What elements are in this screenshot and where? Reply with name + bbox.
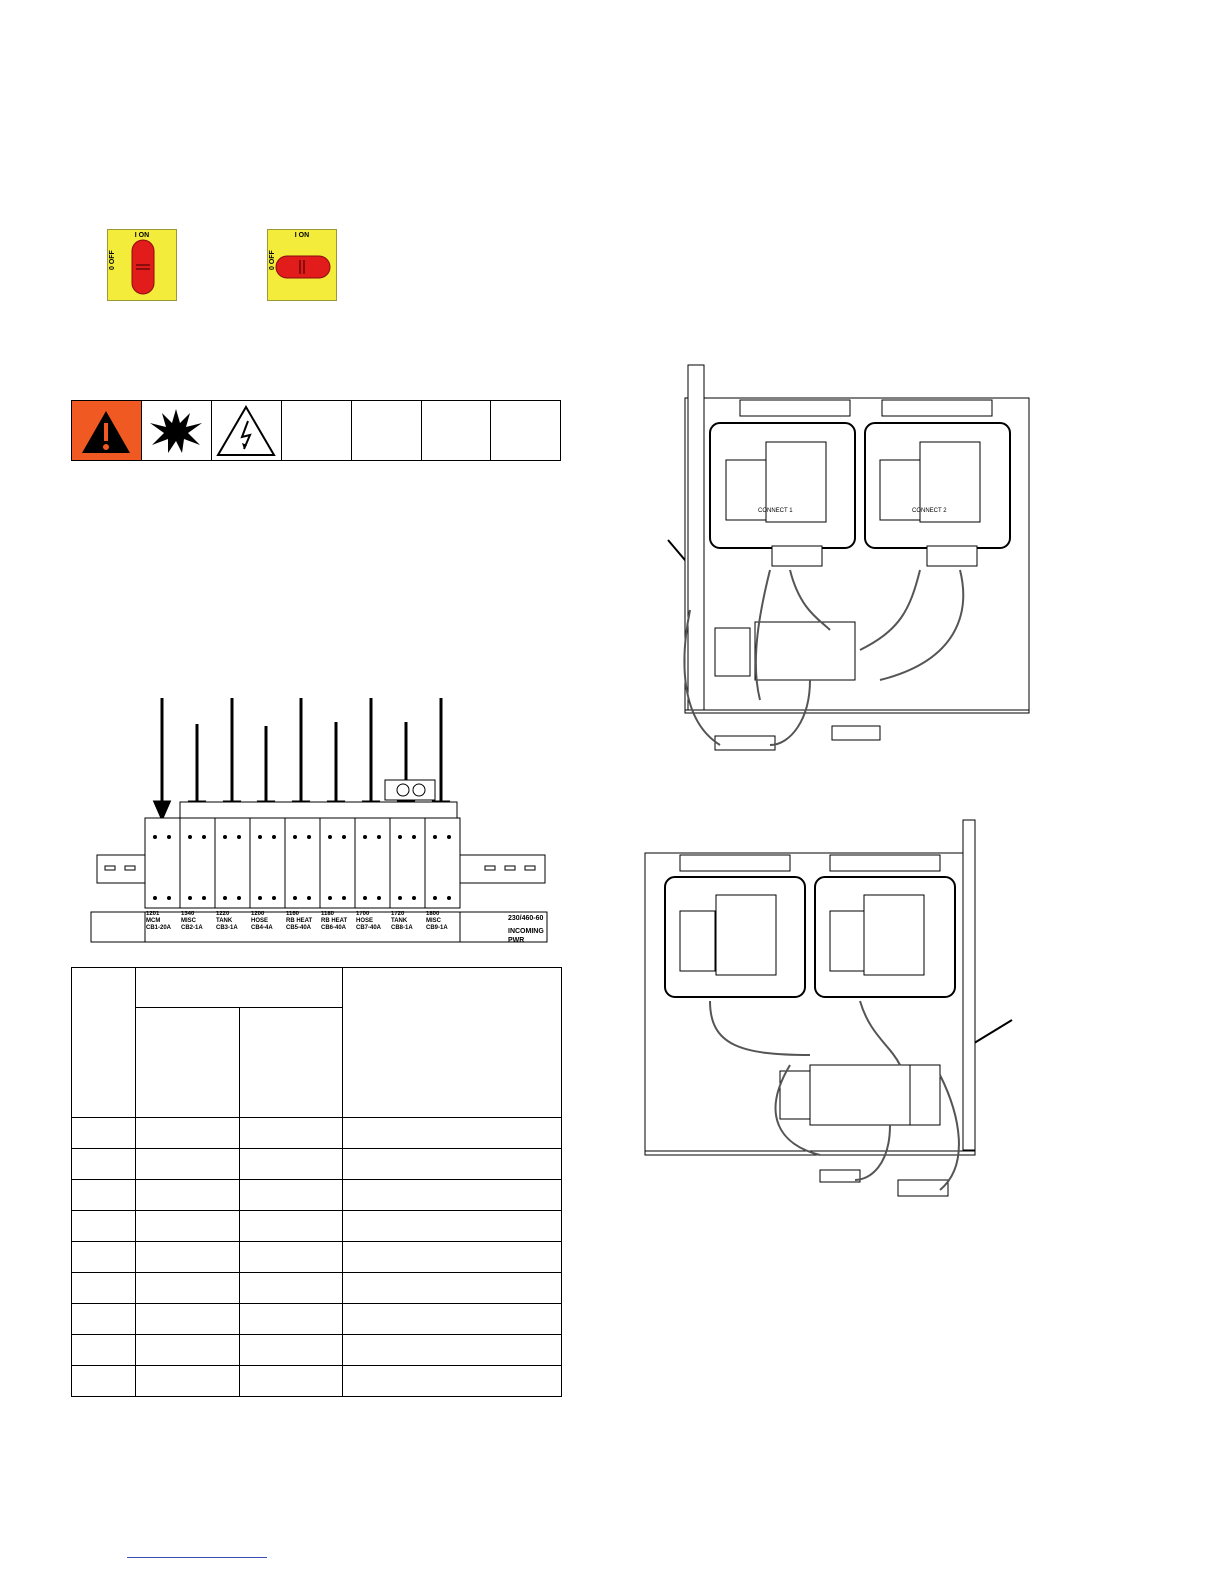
breaker-label-4: 1200 HOSE CB4-4A [251, 911, 273, 931]
switch-handle-horizontal-icon [268, 230, 338, 302]
switch-handle-vertical-icon [108, 230, 178, 302]
empty-cell [281, 401, 351, 460]
table-row [72, 1304, 562, 1335]
warning-cell [72, 401, 141, 460]
table-row [72, 1211, 562, 1242]
table-row [72, 1335, 562, 1366]
table-row [72, 1180, 562, 1211]
panel-label-2: CONNECT 2 [912, 508, 947, 514]
panel-label-1: CONNECT 1 [758, 508, 793, 514]
warning-symbol-row [71, 400, 561, 461]
breaker-label-7: 1700 HOSE CB7-40A [356, 911, 382, 931]
breaker-label-5: 1160 RB HEAT CB5-40A [286, 911, 313, 931]
breaker-label-8: 1720 TANK CB8-1A [391, 911, 413, 931]
explosion-icon [142, 401, 211, 460]
electrical-panel-drawing-top [660, 360, 1040, 760]
breaker-label-6: 1180 RB HEAT CB6-40A [321, 911, 348, 931]
shock-cell [211, 401, 281, 460]
on-label: I ON [134, 232, 150, 239]
breaker-table [71, 967, 562, 1397]
off-label: 0 OFF [269, 250, 276, 270]
off-label: 0 OFF [109, 250, 116, 270]
part-number: 230/460-60 [508, 915, 544, 922]
on-label: I ON [294, 232, 310, 239]
table-row [72, 1366, 562, 1397]
explosion-cell [141, 401, 211, 460]
table-row [72, 1149, 562, 1180]
pwr-text: PWR [508, 937, 525, 944]
table-header-cell [343, 968, 562, 1118]
footer-link-underline [127, 1557, 267, 1558]
table-row [72, 1118, 562, 1149]
table-row [72, 1273, 562, 1304]
breaker-label-2: 1340 MISC CB2-1A [181, 911, 203, 931]
disconnect-switch-on [107, 229, 177, 301]
breaker-modules [145, 818, 460, 908]
table-header-cell [135, 968, 343, 1008]
electric-shock-icon [212, 401, 281, 460]
breaker-label-9: 1800 MISC CB9-1A [426, 911, 448, 931]
empty-cell [351, 401, 421, 460]
breaker-label-3: 1220 TANK CB3-1A [216, 911, 238, 931]
warning-triangle-icon [72, 401, 141, 460]
empty-cell [490, 401, 560, 460]
table-header-cell [135, 1008, 239, 1118]
table-row [72, 1242, 562, 1273]
electrical-panel-drawing-bottom [640, 815, 1030, 1205]
breaker-label-1: 1201 MCM CB1-20A [146, 911, 172, 931]
incoming-text: INCOMING [508, 928, 544, 935]
table-header-cell [239, 1008, 343, 1118]
incoming-power-label [508, 914, 544, 945]
disconnect-switch-off [267, 229, 337, 301]
empty-cell [421, 401, 491, 460]
table-header-cell [72, 968, 136, 1118]
